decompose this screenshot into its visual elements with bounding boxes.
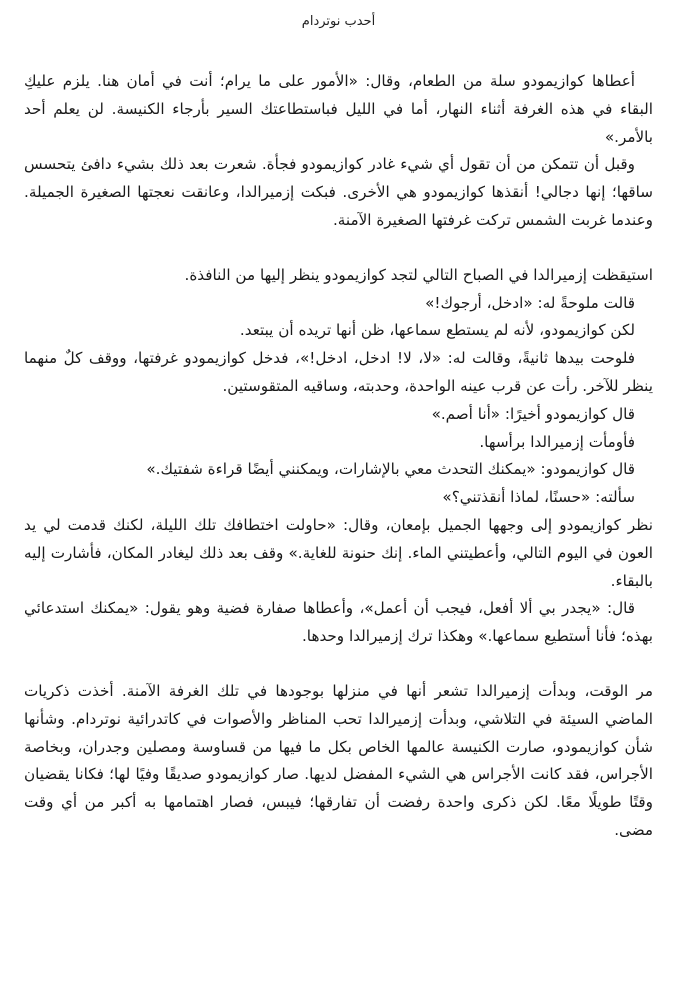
paragraph: قالت ملوحةً له: «ادخل، أرجوك!» — [425, 293, 635, 312]
paragraph: سألته: «حسنًا، لماذا أنقذتني؟» — [442, 488, 635, 507]
paragraph: استيقظت إزميرالدا في الصباح التالي لتجد كوازيمودو ينظر إليها من النافذة. — [184, 265, 653, 284]
paragraph: قال: «يجدر بي ألا أفعل، فيجب أن أعمل»، وأعطاها صفارة فضية وهو يقول: «يمكنك استدعائي بهذه؛ فأنا أستطيع سماعها.» وهكذا ترك إزميرالدا وحدها. — [24, 599, 653, 646]
paragraph: لكن كوازيمودو، لأنه لم يستطع سماعها، ظن أنها تريده أن يبتعد. — [239, 321, 635, 340]
paragraph: وقبل أن تتمكن من أن تقول أي شيء غادر كوازيمودو فجأة. شعرت بعد ذلك بشيء دافئ يتحسس ساقها؛ إنها دجالي! أنقذها كوازيمودو هي الأخرى. فبكت إزميرالدا، وعانقت نعجتها الصغيرة الجميلة. وعندما غربت الشمس تركت غرفتها الصغيرة الآمنة. — [24, 155, 653, 229]
paragraph: فلوحت بيدها ثانيةً، وقالت له: «لا، لا! ادخل، ادخل!»، فدخل كوازيمودو غرفتها، ووقف كلٌ منهما ينظر للآخر. رأت عن قرب عينه الواحدة، وحدبته، وساقيه المتقوستين. — [24, 349, 653, 395]
paragraph: نظر كوازيمودو إلى وجهها الجميل بإمعان، وقال: «حاولت اختطافك تلك الليلة، لكنك قدمت لي يد العون في اليوم التالي، وأعطيتني الماء. إنك حنونة للغاية.» وقف بعد ذلك ليغادر المكان، فأشارت إليه بالبقاء. — [24, 515, 653, 590]
paragraph: أعطاها كوازيمودو سلة من الطعام، وقال: «الأمور على ما يرام؛ أنت في أمان هنا. يلزم عليكِ البقاء في هذه الغرفة أثناء النهار، أما في الليل فباستطاعتك السير بأرجاء الكنيسة. لن يعلم أحد بالأمر.» — [24, 72, 653, 146]
book-page — [24, 0, 653, 1000]
paragraph: قال كوازيمودو أخيرًا: «أنا أصم.» — [431, 404, 635, 423]
body-text — [24, 68, 653, 845]
paragraph: قال كوازيمودو: «يمكنك التحدث معي بالإشارات، ويمكنني أيضًا قراءة شفتيك.» — [146, 460, 635, 479]
section-spacer — [24, 651, 653, 678]
page-title: أحدب نوتردام — [301, 14, 376, 29]
paragraph: مر الوقت، وبدأت إزميرالدا تشعر أنها في منزلها بوجودها في تلك الغرفة الآمنة. أخذت ذكريات الماضي السيئة في التلاشي، وبدأت إزميرالدا تحب المناظر والأصوات في كاتدرائية نوتردام. وشأنها شأن كوازيمودو، صارت الكنيسة عالمها الخاص بكل ما فيها من قساوسة ومصلين وجدران، وبخاصة الأجراس، فقد كانت الأجراس هي الشيء المفضل لديها. صار كوازيمودو صديقًا وفيًا لها؛ فكانا يقضيان وقتًا طويلًا معًا. لكن ذكرى واحدة رفضت أن تفارقها؛ فيبس، فصار اهتمامها به أكبر من أي وقت مضى. — [24, 681, 653, 839]
section-spacer — [24, 235, 653, 262]
paragraph: فأومأت إزميرالدا برأسها. — [479, 432, 635, 451]
